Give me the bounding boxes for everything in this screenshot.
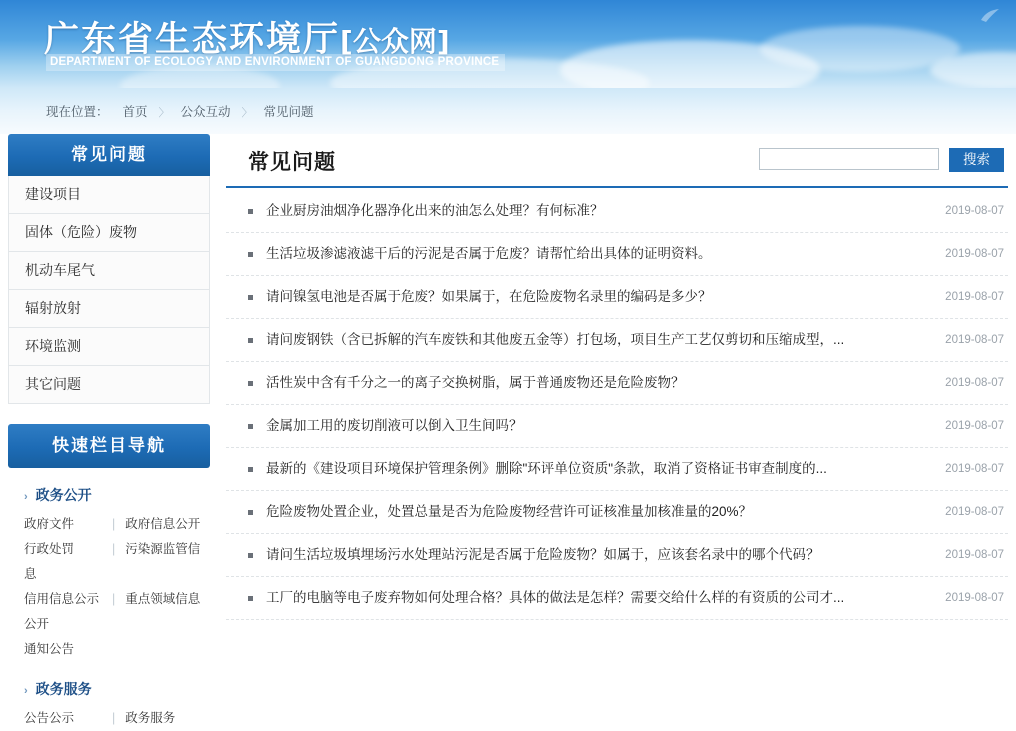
breadcrumb-separator: 〉 [241, 107, 253, 119]
breadcrumb-label: 现在位置： [46, 105, 109, 119]
faq-date: 2019-08-07 [945, 334, 1004, 346]
breadcrumb-separator: 〉 [158, 107, 170, 119]
breadcrumb-bar [0, 88, 1016, 134]
sidebar-menu [8, 176, 210, 404]
faq-date: 2019-08-07 [945, 291, 1004, 303]
quicknav-link-credit-info[interactable]: 信用信息公示 [24, 592, 100, 606]
breadcrumb-item-public-interaction[interactable]: 公众互动 [180, 105, 231, 119]
faq-question-link[interactable]: 请问镍氢电池是否属于危废？如果属于，在危险废物名录里的编码是多少？ [266, 289, 712, 304]
quicknav-link-gov-documents[interactable]: 政府文件 [24, 517, 75, 531]
breadcrumb-item-faq[interactable]: 常见问题 [263, 105, 314, 119]
quicknav-link-gov-services[interactable]: 政务服务 [125, 711, 176, 725]
list-item[interactable] [226, 448, 1008, 491]
page-body [0, 134, 1016, 725]
site-title-sub: [公众网] [340, 25, 450, 58]
link-divider: | [112, 542, 116, 556]
quicknav-heading: 快速栏目导航 [8, 424, 210, 468]
faq-date: 2019-08-07 [945, 420, 1004, 432]
list-item[interactable] [226, 233, 1008, 276]
main-content [226, 134, 1008, 620]
faq-question-link[interactable]: 生活垃圾渗滤液滤干后的污泥是否属于危废？请帮忙给出具体的证明资料。 [266, 246, 712, 261]
quicknav-group-title[interactable] [8, 478, 210, 512]
quicknav-group-label: 政务公开 [35, 487, 92, 503]
sidebar [8, 134, 210, 731]
list-item[interactable] [226, 276, 1008, 319]
faq-question-link[interactable]: 企业厨房油烟净化器净化出来的油怎么处理？有何标准？ [266, 203, 604, 218]
site-banner [0, 0, 1016, 88]
faq-list [226, 190, 1008, 620]
bullet-icon [248, 209, 253, 214]
faq-question-link[interactable]: 活性炭中含有千分之一的离子交换树脂，属于普通废物还是危险废物？ [266, 375, 685, 390]
list-item[interactable] [226, 362, 1008, 405]
bullet-icon [248, 252, 253, 257]
bullet-icon [248, 381, 253, 386]
quicknav-link-row [24, 637, 210, 662]
sidebar-item-construction-projects[interactable]: 建设项目 [9, 176, 209, 214]
quicknav-links [8, 512, 210, 662]
quicknav-link-announcements[interactable]: 通知公告 [24, 642, 75, 656]
faq-date: 2019-08-07 [945, 506, 1004, 518]
quicknav-group-government-services [8, 662, 210, 731]
quicknav-link-gov-info-disclosure[interactable]: 政府信息公开 [125, 517, 201, 531]
bullet-icon [248, 596, 253, 601]
quicknav-group-label: 政务服务 [35, 681, 92, 697]
quicknav-group-government-affairs [8, 468, 210, 662]
quicknav-link-row [24, 537, 210, 587]
bullet-icon [248, 510, 253, 515]
faq-question-link[interactable]: 请问废钢铁（含已拆解的汽车废铁和其他废五金等）打包场，项目生产工艺仅剪切和压缩成型，... [266, 332, 845, 347]
link-divider: | [112, 517, 116, 531]
faq-date: 2019-08-07 [945, 592, 1004, 604]
bullet-icon [248, 338, 253, 343]
bullet-icon [248, 467, 253, 472]
sidebar-item-radiation[interactable]: 辐射放射 [9, 290, 209, 328]
chevron-right-icon: › [24, 491, 28, 503]
main-header [226, 134, 1008, 188]
page-title: 常见问题 [248, 151, 336, 174]
list-item[interactable] [226, 405, 1008, 448]
quicknav-link-admin-penalty[interactable]: 行政处罚 [24, 542, 75, 556]
faq-date: 2019-08-07 [945, 248, 1004, 260]
chevron-right-icon: › [24, 685, 28, 697]
link-divider: | [112, 592, 116, 606]
bullet-icon [248, 295, 253, 300]
faq-question-link[interactable]: 最新的《建设项目环境保护管理条例》删除"环评单位资质"条款，取消了资格证书审查制度的... [266, 461, 827, 476]
bullet-icon [248, 553, 253, 558]
link-divider: | [112, 711, 116, 725]
bullet-icon [248, 424, 253, 429]
faq-question-link[interactable]: 请问生活垃圾填埋场污水处理站污泥是否属于危险废物？如属于，应该套名录中的哪个代码？ [266, 547, 820, 562]
faq-date: 2019-08-07 [945, 463, 1004, 475]
site-title-english: DEPARTMENT OF ECOLOGY AND ENVIRONMENT OF GUANGDONG PROVINCE [46, 54, 505, 71]
cloud-decoration [760, 26, 960, 72]
list-item[interactable] [226, 319, 1008, 362]
search-button[interactable]: 搜索 [949, 148, 1004, 172]
faq-question-link[interactable]: 金属加工用的废切削液可以倒入卫生间吗？ [266, 418, 523, 433]
quicknav-link-row [24, 587, 210, 637]
sidebar-item-solid-hazardous-waste[interactable]: 固体（危险）废物 [9, 214, 209, 252]
sidebar-heading: 常见问题 [8, 134, 210, 176]
breadcrumb [46, 102, 320, 120]
bird-icon [980, 8, 1000, 24]
quicknav-links [8, 706, 210, 731]
list-item[interactable] [226, 491, 1008, 534]
sidebar-item-vehicle-exhaust[interactable]: 机动车尾气 [9, 252, 209, 290]
list-item[interactable] [226, 534, 1008, 577]
list-item[interactable] [226, 190, 1008, 233]
faq-date: 2019-08-07 [945, 205, 1004, 217]
list-item[interactable] [226, 577, 1008, 620]
sidebar-item-environmental-monitoring[interactable]: 环境监测 [9, 328, 209, 366]
quicknav-link-public-notice[interactable]: 公告公示 [24, 711, 75, 725]
site-title-main: 广东省生态环境厅 [44, 20, 341, 60]
faq-question-link[interactable]: 工厂的电脑等电子废弃物如何处理合格？具体的做法是怎样？需要交给什么样的有资质的公司才... [266, 590, 845, 605]
quicknav-link-pollution-supervision[interactable]: 污染源监管信息 [24, 542, 201, 581]
breadcrumb-item-home[interactable]: 首页 [122, 105, 148, 119]
quicknav-link-row [24, 706, 210, 731]
faq-date: 2019-08-07 [945, 549, 1004, 561]
search-box [759, 148, 1004, 172]
sidebar-item-other-questions[interactable]: 其它问题 [9, 366, 209, 404]
faq-date: 2019-08-07 [945, 377, 1004, 389]
search-input[interactable] [759, 148, 939, 170]
quicknav-group-title[interactable] [8, 672, 210, 706]
quicknav-link-row [24, 512, 210, 537]
faq-question-link[interactable]: 危险废物处置企业，处置总量是否为危险废物经营许可证核准量加核准量的20%？ [266, 504, 753, 519]
quicknav-link-key-area-info[interactable]: 重点领域信息公开 [24, 592, 201, 631]
